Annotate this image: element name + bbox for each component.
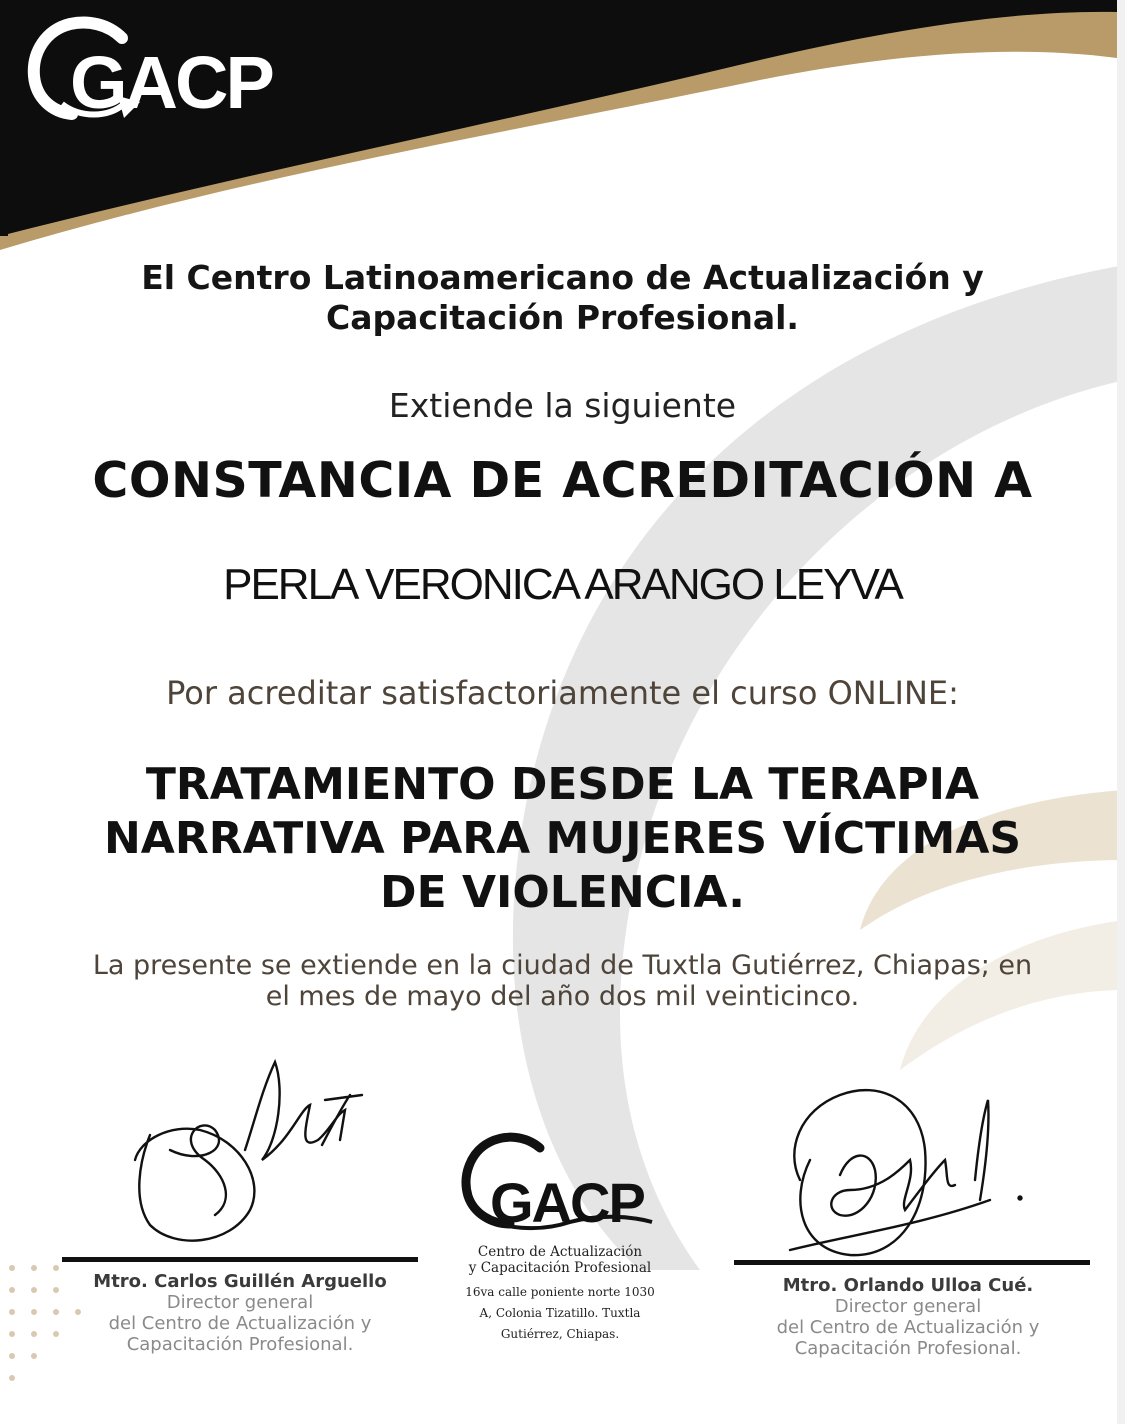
course-title	[0, 758, 1125, 920]
seal-address-line-1: 16va calle poniente norte 1030	[465, 1285, 655, 1299]
recipient-name: PERLA VERONICA ARANGO LEYVA	[223, 560, 902, 609]
course-line-1: TRATAMIENTO DESDE LA TERAPIA	[145, 759, 980, 810]
seal-org-line-1: Centro de Actualización	[477, 1244, 643, 1260]
signer-right	[730, 1275, 1086, 1359]
place-and-date	[0, 950, 1125, 1012]
institution-name	[0, 258, 1125, 338]
signer-right-role-2: del Centro de Actualización y	[776, 1317, 1040, 1338]
place-line-2: el mes de mayo del año dos mil veinticinco.	[265, 981, 860, 1012]
institution-line-2: Capacitación Profesional.	[326, 298, 799, 337]
course-line-2: NARRATIVA PARA MUJERES VÍCTIMAS	[103, 813, 1022, 864]
seal-address-line-3: Gutiérrez, Chiapas.	[500, 1327, 620, 1341]
intro-text: Extiende la siguiente	[388, 386, 737, 425]
certificate-title: CONSTANCIA DE ACREDITACIÓN A	[92, 452, 1033, 509]
signer-left-name: Mtro. Carlos Guillén Arguello	[93, 1271, 387, 1292]
accreditation-reason: Por acreditar satisfactoriamente el curso ONLINE:	[166, 674, 959, 712]
seal-org-line-2: y Capacitación Profesional	[468, 1260, 652, 1276]
signer-right-role-1: Director general	[834, 1296, 982, 1317]
signer-left-role-3: Capacitación Profesional.	[126, 1334, 354, 1355]
signature-line-right	[734, 1260, 1090, 1265]
gacp-logo-text: GACP	[70, 41, 272, 124]
center-seal-logo-text: GACP	[490, 1171, 644, 1234]
signer-left-role-1: Director general	[166, 1292, 314, 1313]
signer-left	[62, 1271, 418, 1355]
course-line-3: DE VIOLENCIA.	[380, 867, 745, 918]
signer-right-name: Mtro. Orlando Ulloa Cué.	[782, 1275, 1034, 1296]
place-line-1: La presente se extiende en la ciudad de Tuxtla Gutiérrez, Chiapas; en	[92, 950, 1033, 981]
seal-address	[440, 1282, 680, 1345]
signer-left-role-2: del Centro de Actualización y	[108, 1313, 372, 1334]
institution-line-1: El Centro Latinoamericano de Actualización y	[141, 258, 984, 297]
seal-address-line-2: A, Colonia Tizatillo. Tuxtla	[479, 1306, 641, 1320]
center-seal	[440, 1244, 680, 1345]
signer-right-role-3: Capacitación Profesional.	[794, 1338, 1022, 1359]
signature-line-left	[62, 1257, 418, 1262]
